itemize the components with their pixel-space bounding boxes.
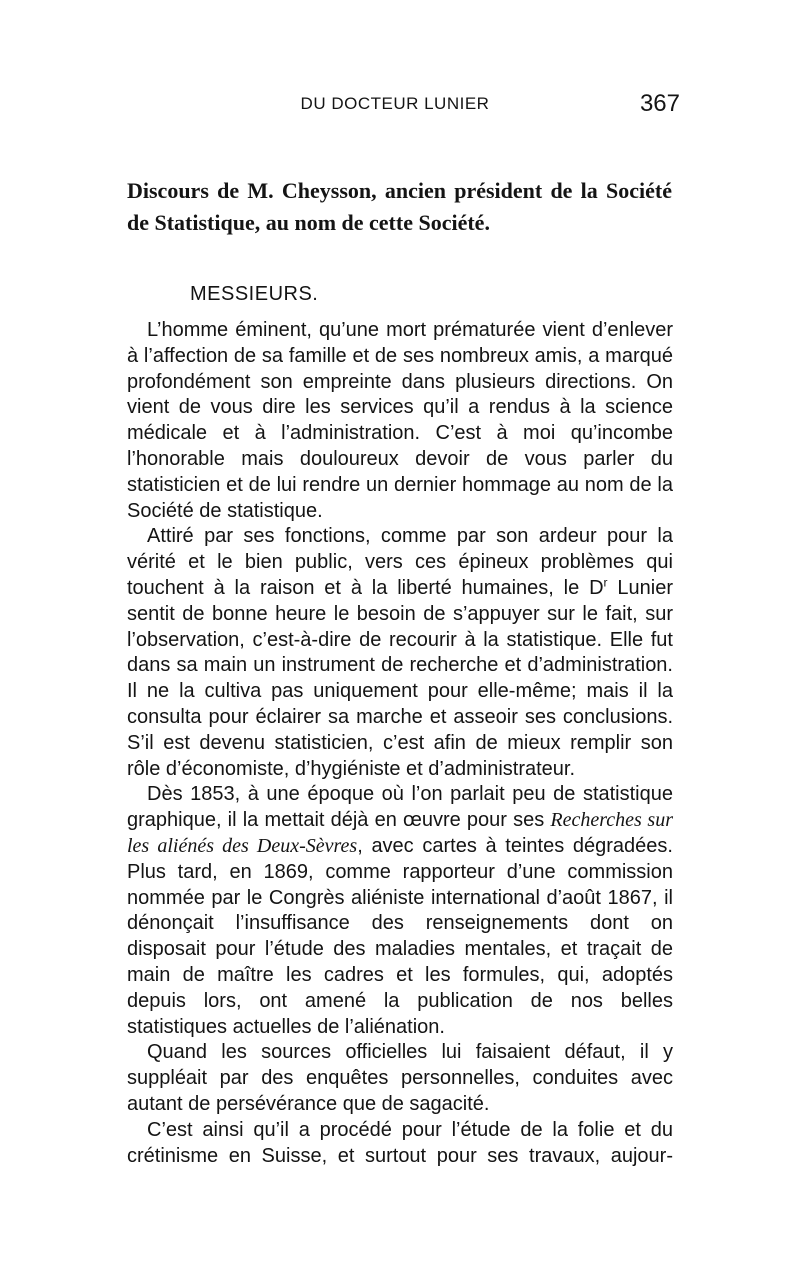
paragraph-5: C’est ainsi qu’il a procédé pour l’étude de la folie et du crétinisme en Suisse, et surtout pour ses travaux, aujour- xyxy=(127,1118,673,1167)
running-title: DU DOCTEUR LUNIER xyxy=(300,94,490,113)
paragraph-2-text-a: Attiré par ses fonctions, comme par son ardeur pour la vérité et le bien public, vers ces épineux problèmes qui touchent à la raison et à la liberté humaines, le D xyxy=(127,525,673,599)
page-number: 367 xyxy=(639,90,680,117)
speech-body xyxy=(127,318,673,1169)
paragraph-3-text-a: Dès 1853, à une époque où l’on parlait peu de statistique graphique, il la mettait déjà en œuvre pour ses xyxy=(127,783,673,832)
paragraph-4: Quand les sources officielles lui faisaient défaut, il y suppléait par des enquêtes personnelles, conduites avec autant de persévérance que de sagacité. xyxy=(127,1041,673,1115)
paragraph-2-text-b: Lunier sentit de bonne heure le besoin de s’appuyer sur le fait, sur l’observation, c’est-à-dire de recourir à la statistique. Elle fut dans sa main un instrument de recherche et d’administration. Il ne la cultiva pas uniquement pour elle-même; mais il la consulta pour éclairer sa marche et asseoir ses conclusions. S’il est devenu statisticien, c’est afin de mieux remplir son rôle d’économiste, d’hygiéniste et d’administrateur. xyxy=(127,576,673,780)
salutation: MESSIEURS. xyxy=(190,283,319,305)
paragraph-3-text-b: , avec cartes à teintes dégradées. Plus tard, en 1869, comme rapporteur d’une commission nommée par le Congrès aliéniste international d’août 1867, il dénonçait l’insuffisance des renseignements dont on disposait pour l’étude des maladies mentales, et traçait de main de maître les cadres et les formules, qui, adoptés depuis lors, ont amené la publication de nos belles statistiques actuelles de l’aliénation. xyxy=(127,834,673,1038)
running-head xyxy=(110,90,680,124)
paragraph-1: L’homme éminent, qu’une mort prématurée vient d’enlever à l’affection de sa famille et de ses nombreux amis, a marqué profondément son empreinte dans plusieurs directions. On vient de vous dire les services qu’il a rendus à la science médicale et à l’administration. C’est à moi qu’incombe l’honorable mais douloureux devoir de vous parler du statisticien et de lui rendre un dernier hommage au nom de la Société de statistique. xyxy=(127,319,673,522)
speech-heading: Discours de M. Cheysson, ancien président de la Société de Statistique, au nom de cette Société. xyxy=(127,178,672,235)
paragraph-2 xyxy=(127,524,673,782)
paragraph-3 xyxy=(127,782,673,1040)
doctor-abbrev-superscript: r xyxy=(603,575,608,590)
book-title-italic: Recherches sur les aliénés des Deux-Sèvres xyxy=(127,809,673,857)
